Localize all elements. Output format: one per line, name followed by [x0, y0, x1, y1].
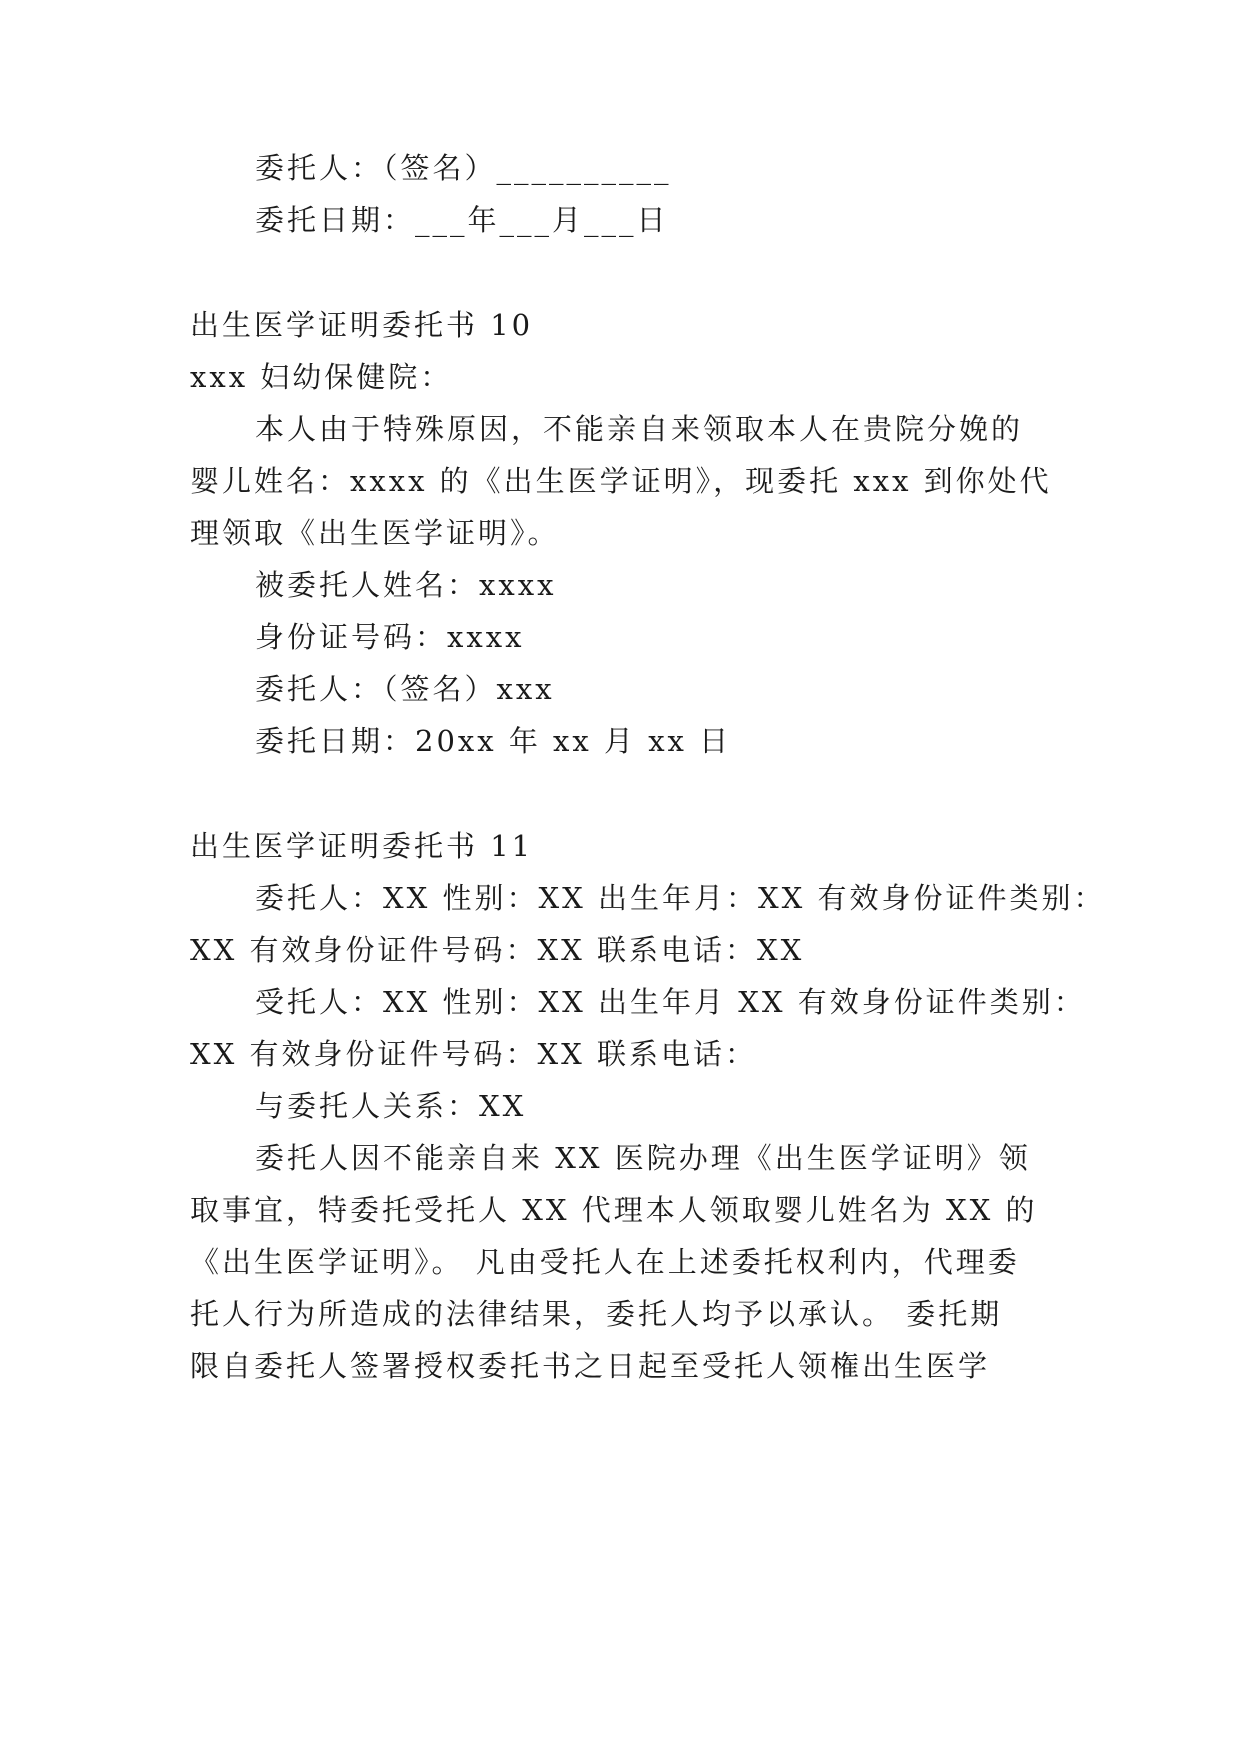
section-10-body-line: 婴儿姓名：xxxx 的《出生医学证明》，现委托 xxx 到你处代	[190, 464, 1052, 498]
section-11-relation: 与委托人关系：XX	[255, 1089, 527, 1123]
section-11-agent-line: 受托人：XX 性别：XX 出生年月 XX 有效身份证件类别：	[255, 985, 1086, 1019]
section-11-body-line: 委托人因不能亲自来 XX 医院办理《出生医学证明》领	[255, 1141, 1031, 1175]
section-10-body-line: 理领取《出生医学证明》。	[190, 516, 560, 550]
section-10-id-number: 身份证号码：xxxx	[255, 620, 525, 654]
section-10-body-line: 本人由于特殊原因，不能亲自来领取本人在贵院分娩的	[255, 412, 1024, 446]
section-11-body-line: 托人行为所造成的法律结果，委托人均予以承认。 委托期	[190, 1297, 1003, 1331]
section-11-body-line: 《出生医学证明》。 凡由受托人在上述委托权利内，代理委	[190, 1245, 1020, 1279]
signature-line: 委托人：（签名）__________	[255, 151, 672, 185]
section-11-title: 出生医学证明委托书 11	[190, 829, 534, 863]
date-line: 委托日期：___年___月___日	[255, 203, 669, 237]
section-10-date: 委托日期：20xx 年 xx 月 xx 日	[255, 724, 732, 758]
section-10-signature: 委托人：（签名）xxx	[255, 672, 555, 706]
section-10-addressee: xxx 妇幼保健院：	[190, 360, 453, 394]
section-11-principal-line: 委托人：XX 性别：XX 出生年月：XX 有效身份证件类别：	[255, 881, 1106, 915]
section-11-body-line: 取事宜，特委托受托人 XX 代理本人领取婴儿姓名为 XX 的	[190, 1193, 1038, 1227]
section-10-title: 出生医学证明委托书 10	[190, 308, 534, 342]
section-11-principal-line: XX 有效身份证件号码：XX 联系电话：XX	[190, 933, 805, 967]
section-11-agent-line: XX 有效身份证件号码：XX 联系电话：	[190, 1037, 758, 1071]
section-10-agent-name: 被委托人姓名：xxxx	[255, 568, 557, 602]
section-11-body-line: 限自委托人签署授权委托书之日起至受托人领権出生医学	[190, 1349, 991, 1383]
